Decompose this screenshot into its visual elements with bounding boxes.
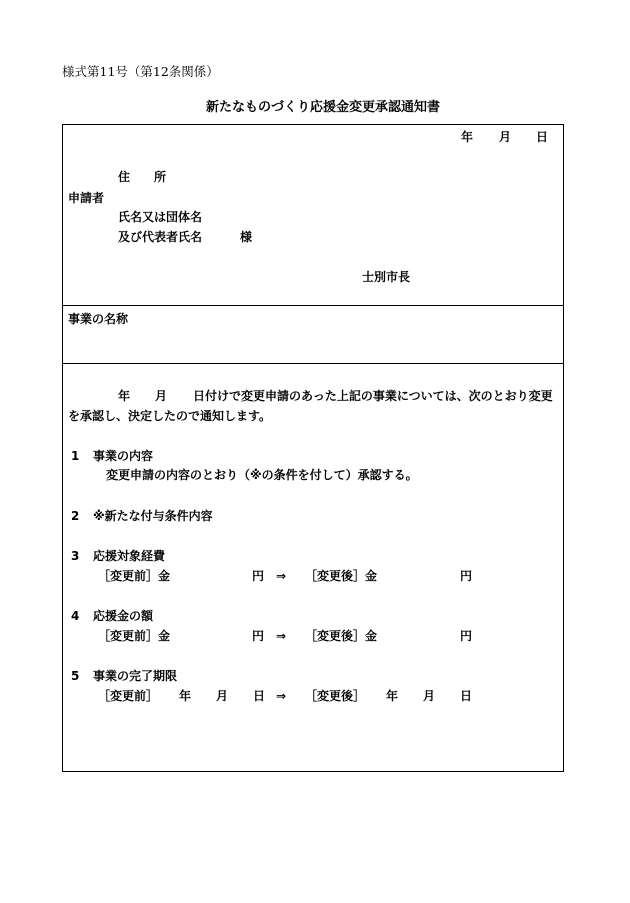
item4-arrow: ⇒ [276,629,287,643]
item1-number: 1 [71,449,80,463]
item3-yen-after: 円 [460,569,473,583]
name-label: 氏名又は団体名 [118,210,203,224]
honorific: 様 [240,230,253,244]
item5-month-before: 月 [216,689,229,703]
address-label: 住 所 [118,170,167,184]
body-line2: を承認し、決定したので通知します。 [68,409,272,423]
item5-day-after: 日 [460,689,473,703]
item3-yen-before: 円 [252,569,265,583]
item3-after-label: ［変更後］金 [305,569,378,583]
item4-heading: 応援金の額 [93,609,154,623]
item3-arrow: ⇒ [276,569,287,583]
item4-yen-before: 円 [252,629,265,643]
item4-before-label: ［変更前］金 [98,629,171,643]
item3-before-label: ［変更前］金 [98,569,171,583]
item5-day-before: 日 [253,689,266,703]
item5-year-after: 年 [386,689,399,703]
body-year-label: 年 [118,389,131,403]
item4-yen-after: 円 [460,629,473,643]
item2-number: 2 [71,509,80,523]
item3-heading: 応援対象経費 [93,549,166,563]
item1-text: 変更申請の内容のとおり（※の条件を付して）承認する。 [106,468,418,482]
representative-label: 及び代表者氏名 [118,230,203,244]
date-day-label: 日 [536,130,549,144]
item5-month-after: 月 [423,689,436,703]
item5-before-label: ［変更前］ [98,689,159,703]
date-month-label: 月 [499,130,512,144]
item4-after-label: ［変更後］金 [305,629,378,643]
item5-year-before: 年 [179,689,192,703]
body-line1: 日付けで変更申請のあった上記の事業については、次のとおり変更 [193,389,553,403]
item5-after-label: ［変更後］ [305,689,366,703]
issuer-label: 士別市長 [362,270,411,284]
item5-heading: 事業の完了期限 [93,669,178,683]
divider-project-name [62,363,564,364]
item3-number: 3 [71,549,80,563]
document-title: 新たなものづくり応援金変更承認通知書 [206,100,441,115]
form-number: 様式第11号（第12条関係） [62,64,219,79]
applicant-label: 申請者 [68,191,105,205]
body-month-label: 月 [155,389,168,403]
date-year-label: 年 [461,130,474,144]
divider-addressee [62,305,564,306]
item5-arrow: ⇒ [276,689,287,703]
item1-heading: 事業の内容 [93,449,154,463]
item4-number: 4 [71,609,80,623]
project-name-label: 事業の名称 [68,312,129,326]
item2-heading: ※新たな付与条件内容 [93,509,213,523]
item5-number: 5 [71,669,80,683]
